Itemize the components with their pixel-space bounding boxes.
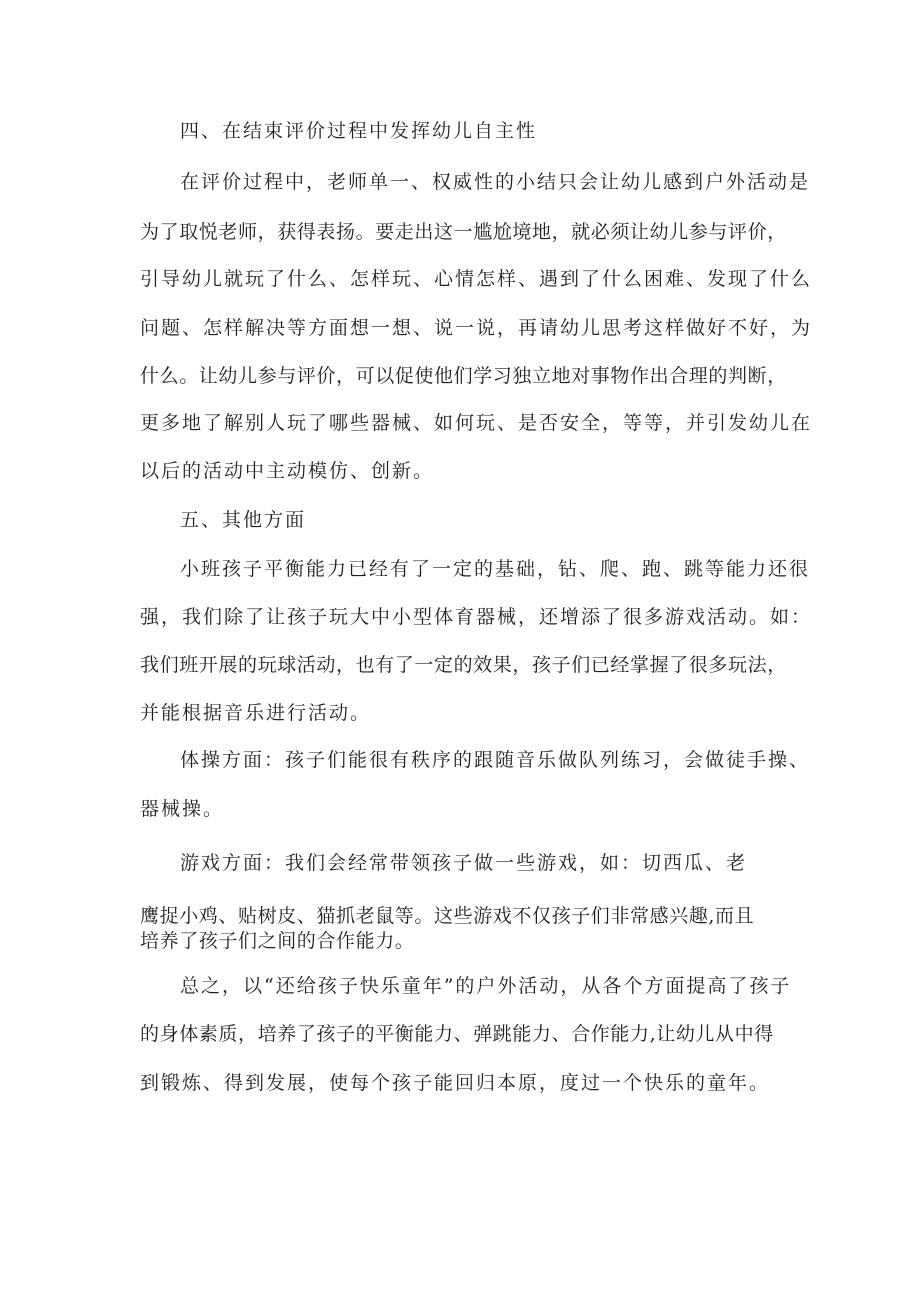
paragraph-line: 为了取悦老师，获得表扬。要走出这一尴尬境地，就必须让幼儿参与评价，: [140, 221, 787, 243]
paragraph-line: 强，我们除了让孩子玩大中小型体育器械，还增添了很多游戏活动。如：: [140, 606, 813, 628]
paragraph-line: 在评价过程中，老师单一、权威性的小结只会让幼儿感到户外活动是: [180, 171, 811, 193]
paragraph-line: 的身体素质，培养了孩子的平衡能力、弹跳能力、合作能力,让幼儿从中得: [140, 1023, 774, 1045]
paragraph-line: 器械操。: [140, 798, 225, 820]
paragraph-line: 问题、怎样解决等方面想一想、说一说，再请幼儿思考这样做好不好，为: [140, 317, 813, 339]
paragraph-line: 到锻炼、得到发展，使每个孩子能回归本原，度过一个快乐的童年。: [140, 1072, 771, 1094]
paragraph-line: 更多地了解别人玩了哪些器械、如何玩、是否安全，等等，并引发幼儿在: [140, 412, 813, 434]
paragraph-line: 小班孩子平衡能力已经有了一定的基础，钻、爬、跑、跳等能力还很: [180, 558, 811, 580]
paragraph-line: 鹰捉小鸡、贴树皮、猫抓老鼠等。这些游戏不仅孩子们非常感兴趣,而且: [140, 905, 755, 927]
paragraph-line: 体操方面：孩子们能很有秩序的跟随音乐做队列练习，会做徒手操、: [180, 749, 811, 771]
section-heading-5: 五、其他方面: [180, 509, 307, 531]
paragraph-line: 以后的活动中主动模仿、创新。: [140, 460, 435, 482]
section-heading-4: 四、在结束评价过程中发挥幼儿自主性: [180, 120, 538, 142]
paragraph-line: 游戏方面：我们会经常带领孩子做一些游戏，如：切西瓜、老: [180, 852, 748, 874]
paragraph-line: 培养了孩子们之间的合作能力。: [140, 930, 415, 952]
paragraph-line: 我们班开展的玩球活动，也有了一定的效果，孩子们已经掌握了很多玩法，: [140, 654, 787, 676]
paragraph-line: 并能根据音乐进行活动。: [140, 702, 372, 724]
paragraph-line: 总之，以“还给孩子快乐童年”的户外活动，从各个方面提高了孩子: [180, 975, 792, 997]
paragraph-line: 引导幼儿就玩了什么、怎样玩、心情怎样、遇到了什么困难、发现了什么: [140, 268, 813, 290]
paragraph-line: 什么。让幼儿参与评价，可以促使他们学习独立地对事物作出合理的判断，: [140, 365, 787, 387]
